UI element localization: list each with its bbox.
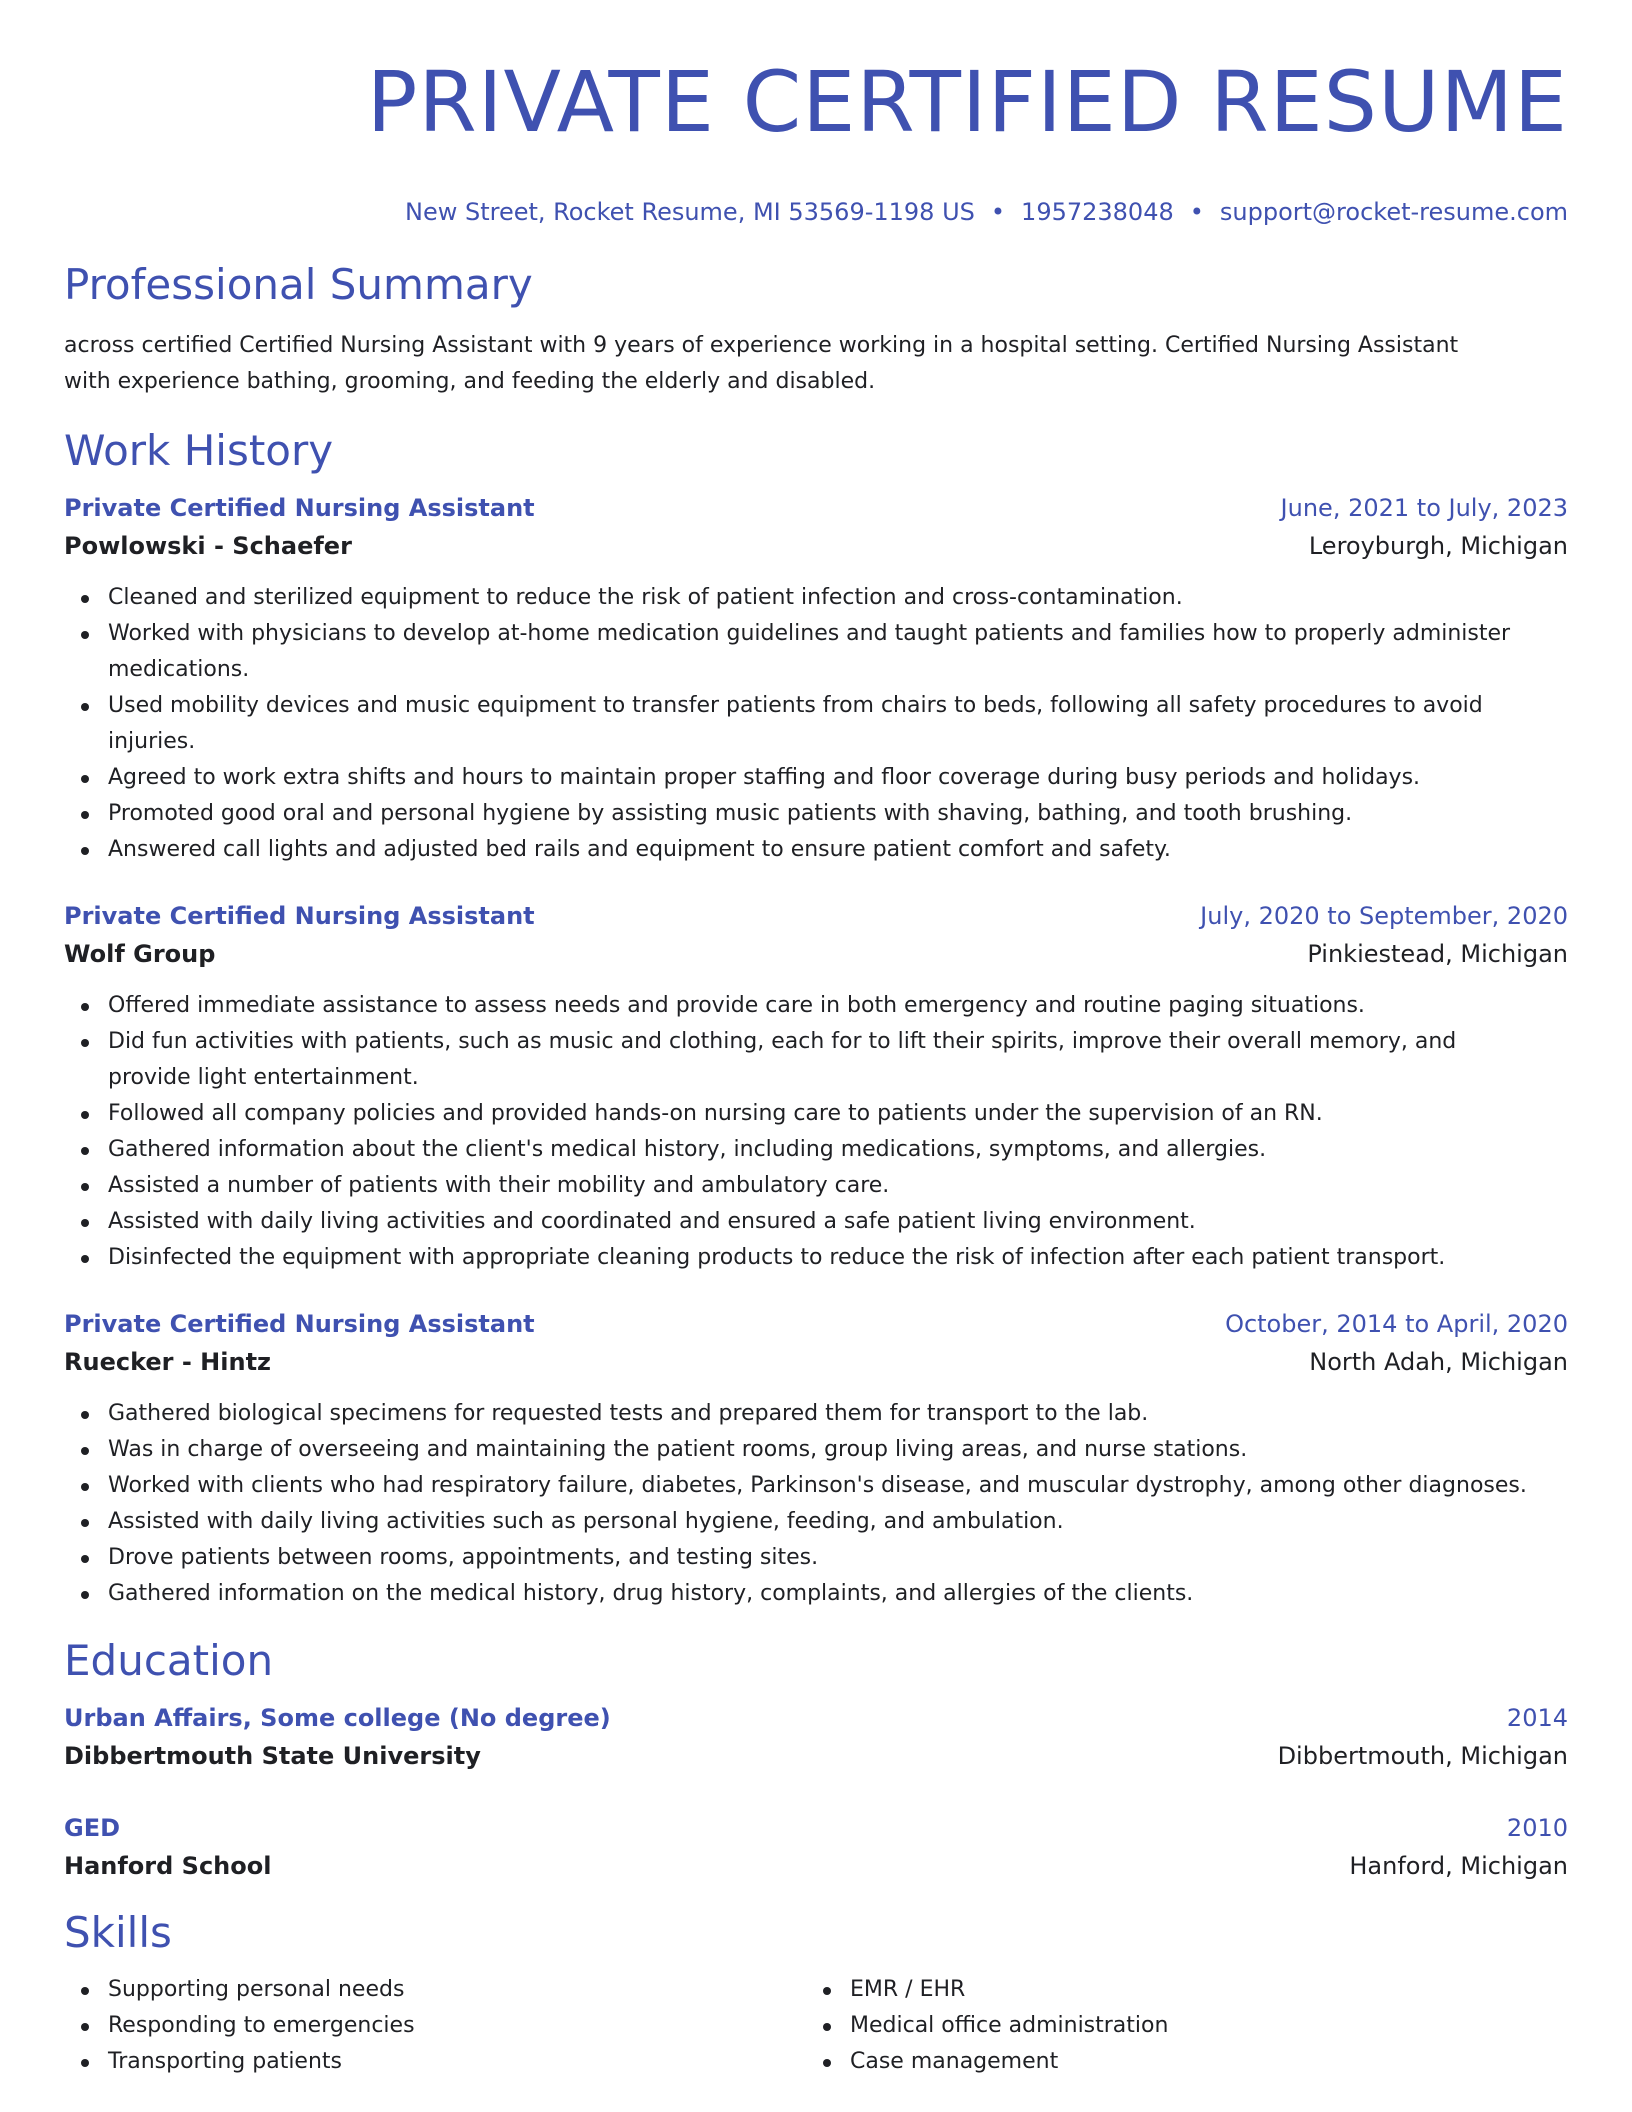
section-title-work-history: Work History xyxy=(64,426,334,475)
education-school: Hanford School xyxy=(64,1852,272,1880)
job-location: Pinkiestead, Michigan xyxy=(1307,940,1568,968)
job-bullet: Worked with clients who had respiratory failure, diabetes, Parkinson's disease, and muscular dystrophy, among other diagnoses. xyxy=(108,1468,1568,1504)
resume-header xyxy=(64,0,1568,228)
job-entry xyxy=(64,898,1568,1276)
education-entry xyxy=(64,1700,1568,1776)
job-bullet: Gathered information on the medical history, drug history, complaints, and allergies of the clients. xyxy=(108,1576,1568,1612)
section-title-skills: Skills xyxy=(64,1908,172,1957)
summary-section xyxy=(64,258,1568,400)
section-title-education: Education xyxy=(64,1636,274,1685)
education-entry xyxy=(64,1810,1568,1886)
job-entry xyxy=(64,490,1568,868)
education-degree: Urban Affairs, Some college (No degree) xyxy=(64,1704,611,1732)
job-title: Private Certified Nursing Assistant xyxy=(64,1310,535,1338)
skill-item: Responding to emergencies xyxy=(108,2008,806,2044)
job-bullet-list xyxy=(64,988,1568,1276)
skills-list xyxy=(64,1972,806,2080)
education-degree-row xyxy=(64,1700,1568,1736)
education-year: 2014 xyxy=(1506,1704,1568,1732)
contact-separator: • xyxy=(990,198,1006,226)
job-location: North Adah, Michigan xyxy=(1309,1348,1568,1376)
contact-phone: 1957238048 xyxy=(1021,198,1174,226)
contact-address: New Street, Rocket Resume, MI 53569-1198 US xyxy=(404,198,975,226)
job-bullet: Answered call lights and adjusted bed rails and equipment to ensure patient comfort and safety. xyxy=(108,832,1568,868)
job-entry xyxy=(64,1306,1568,1612)
job-title-row xyxy=(64,490,1568,526)
job-bullet: Assisted with daily living activities such as personal hygiene, feeding, and ambulation. xyxy=(108,1504,1568,1540)
job-bullet: Gathered information about the client's medical history, including medications, symptoms, and allergies. xyxy=(108,1132,1568,1168)
contact-email[interactable]: support@rocket-resume.com xyxy=(1219,198,1568,226)
job-company-row xyxy=(64,934,1568,974)
skills-list xyxy=(806,1972,1548,2080)
skill-item: Case management xyxy=(850,2044,1548,2080)
job-bullet: Drove patients between rooms, appointments, and testing sites. xyxy=(108,1540,1568,1576)
skill-item: EMR / EHR xyxy=(850,1972,1548,2008)
job-title: Private Certified Nursing Assistant xyxy=(64,494,535,522)
job-bullet: Assisted a number of patients with their mobility and ambulatory care. xyxy=(108,1168,1568,1204)
education-location: Hanford, Michigan xyxy=(1349,1852,1568,1880)
job-bullet: Disinfected the equipment with appropriate cleaning products to reduce the risk of infection after each patient transport. xyxy=(108,1240,1568,1276)
job-bullet: Did fun activities with patients, such as music and clothing, each for to lift their spirits, improve their overall memory, and provide light entertainment. xyxy=(108,1024,1568,1096)
education-year: 2010 xyxy=(1506,1814,1568,1842)
job-bullet: Worked with physicians to develop at-home medication guidelines and taught patients and families how to properly administer medications. xyxy=(108,616,1568,688)
education-school: Dibbertmouth State University xyxy=(64,1742,481,1770)
job-bullet-list xyxy=(64,1396,1568,1612)
job-bullet: Promoted good oral and personal hygiene by assisting music patients with shaving, bathing, and tooth brushing. xyxy=(108,796,1568,832)
education-section xyxy=(64,1634,1568,1886)
summary-text: across certified Certified Nursing Assistant with 9 years of experience working in a hospital setting. Certified Nursing Assistant with experience bathing, grooming, and feeding the elderly and disabled. xyxy=(64,333,1459,394)
job-company-row xyxy=(64,1342,1568,1382)
skills-column-right xyxy=(806,1972,1548,2080)
skill-item: Medical office administration xyxy=(850,2008,1548,2044)
job-company: Wolf Group xyxy=(64,940,216,968)
job-bullet: Offered immediate assistance to assess needs and provide care in both emergency and routine paging situations. xyxy=(108,988,1568,1024)
job-company: Powlowski - Schaefer xyxy=(64,532,352,560)
job-title-row xyxy=(64,1306,1568,1342)
contact-separator: • xyxy=(1189,198,1204,226)
job-dates: July, 2020 to September, 2020 xyxy=(1200,902,1568,930)
skills-grid xyxy=(64,1972,1568,2080)
job-bullet: Agreed to work extra shifts and hours to maintain proper staffing and floor coverage during busy periods and holidays. xyxy=(108,760,1568,796)
job-title: Private Certified Nursing Assistant xyxy=(64,902,535,930)
education-school-row xyxy=(64,1736,1568,1776)
job-bullet-list xyxy=(64,580,1568,868)
job-bullet: Was in charge of overseeing and maintaining the patient rooms, group living areas, and nurse stations. xyxy=(108,1432,1568,1468)
job-company-row xyxy=(64,526,1568,566)
job-title-row xyxy=(64,898,1568,934)
section-title-summary: Professional Summary xyxy=(64,260,533,309)
skills-section xyxy=(64,1906,1568,2080)
resume-name: PRIVATE CERTIFIED RESUME xyxy=(366,53,1568,151)
skill-item: Transporting patients xyxy=(108,2044,806,2080)
job-bullet: Cleaned and sterilized equipment to reduce the risk of patient infection and cross-contamination. xyxy=(108,580,1568,616)
job-location: Leroyburgh, Michigan xyxy=(1308,532,1568,560)
contact-line xyxy=(64,196,1568,228)
education-school-row xyxy=(64,1846,1568,1886)
job-dates: June, 2021 to July, 2023 xyxy=(1280,494,1568,522)
job-bullet: Followed all company policies and provided hands-on nursing care to patients under the supervision of an RN. xyxy=(108,1096,1568,1132)
job-company: Ruecker - Hintz xyxy=(64,1348,272,1376)
education-degree: GED xyxy=(64,1814,121,1842)
work-history-section xyxy=(64,424,1568,1612)
job-bullet: Used mobility devices and music equipment to transfer patients from chairs to beds, following all safety procedures to avoid injuries. xyxy=(108,688,1568,760)
job-dates: October, 2014 to April, 2020 xyxy=(1225,1310,1568,1338)
resume-page xyxy=(64,0,1568,2080)
skill-item: Supporting personal needs xyxy=(108,1972,806,2008)
job-bullet: Assisted with daily living activities and coordinated and ensured a safe patient living environment. xyxy=(108,1204,1568,1240)
education-location: Dibbertmouth, Michigan xyxy=(1277,1742,1568,1770)
education-degree-row xyxy=(64,1810,1568,1846)
job-bullet: Gathered biological specimens for requested tests and prepared them for transport to the lab. xyxy=(108,1396,1568,1432)
skills-column-left xyxy=(64,1972,806,2080)
